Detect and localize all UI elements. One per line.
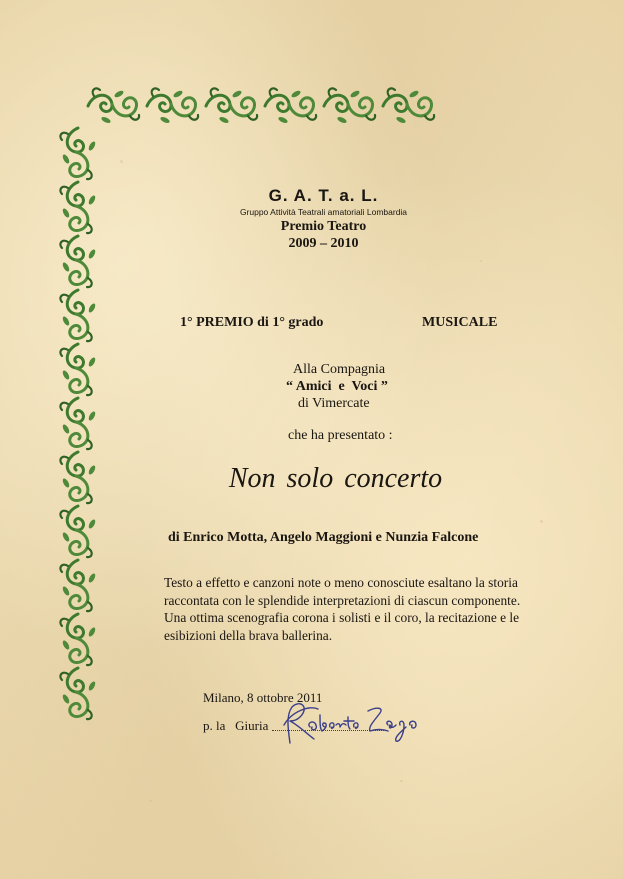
prize-category: MUSICALE: [422, 315, 498, 330]
jury-label: p. la Giuria: [203, 718, 269, 733]
paper-speck: [480, 260, 482, 262]
paper-speck: [400, 780, 403, 782]
handwritten-signature-icon: [270, 695, 430, 755]
company-city: di Vimercate: [298, 396, 370, 411]
authors: di Enrico Motta, Angelo Maggioni e Nunzia Falcone: [168, 530, 479, 545]
to-company-label: Alla Compagnia: [293, 362, 386, 377]
prize-title: Premio Teatro: [280, 219, 367, 234]
motivation-line: Testo a effetto e canzoni note o meno conosciute esaltano la storia: [164, 575, 518, 590]
prize-rank: 1° PREMIO di 1° grado: [180, 315, 324, 330]
date-place: Milano, 8 ottobre 2011: [203, 690, 323, 705]
motivation-text: [164, 574, 549, 644]
show-title: Non solo concerto: [228, 463, 443, 494]
motivation-line: esibizioni della brava ballerina.: [164, 627, 333, 643]
association-full-name: Gruppo Attività Teatrali amatoriali Lombardia: [239, 207, 408, 217]
association-name: G. A. T. a. L.: [268, 186, 379, 205]
paper-speck: [150, 800, 152, 802]
top-vine-border-icon: [86, 84, 440, 128]
paper-speck: [540, 520, 543, 523]
paper-speck: [120, 160, 123, 163]
motivation-line: Una ottima scenografia corona i solisti e il coro, la recitazione e le: [164, 610, 520, 625]
motivation-line: raccontata con le splendide interpretazioni di ciascun componente.: [164, 592, 521, 608]
company-name: “ Amici e Voci ”: [286, 379, 388, 394]
season: 2009 – 2010: [288, 236, 359, 251]
presented-label: che ha presentato :: [288, 428, 393, 443]
